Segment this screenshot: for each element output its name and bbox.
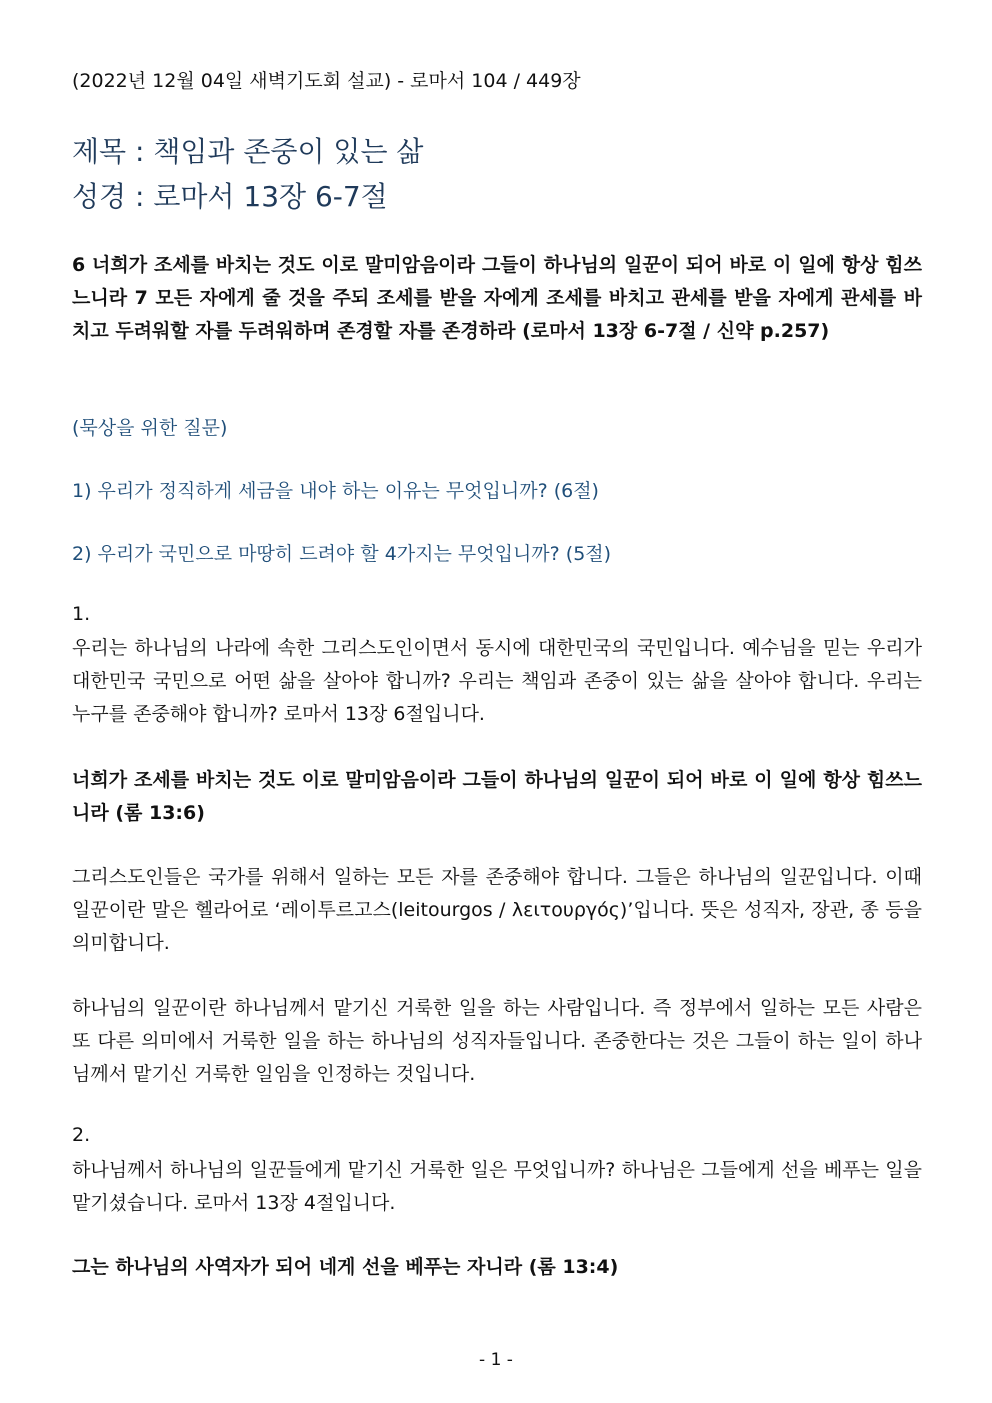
section-2-verse: 그는 하나님의 사역자가 되어 네게 선을 베푸는 자니라 (롬 13:4): [72, 1256, 619, 1278]
page-number: - 1 -: [479, 1350, 513, 1370]
meditation-question-2: 2) 우리가 국민으로 마땅히 드려야 할 4가지는 무엇입니까? (5절): [72, 543, 612, 565]
section-1-paragraph-2: 그리스도인들은 국가를 위해서 일하는 모든 자를 존중해야 합니다. 그들은 하나님의 일꾼입니다. 이때 일꾼이란 말은 헬라어로 ‘레이투르고스(leitourgos / λειτουργός)’입니다. 뜻은 성직자, 장관, 종 등을 의미합니다.: [72, 866, 922, 954]
section-2-paragraph-1: 하나님께서 하나님의 일꾼들에게 맡기신 거룩한 일은 무엇입니까? 하나님은 그들에게 선을 베푸는 일을 맡기셨습니다. 로마서 13장 4절입니다.: [72, 1159, 922, 1214]
section-1-paragraph-1: 우리는 하나님의 나라에 속한 그리스도인이면서 동시에 대한민국의 국민입니다. 예수님을 믿는 우리가 대한민국 국민으로 어떤 삶을 살아야 합니까? 우리는 책임과 존중이 있는 삶을 살아야 합니다. 우리는 누구를 존중해야 합니까? 로마서 13장 6절입니다.: [72, 637, 922, 725]
scripture-reference: 성경 : 로마서 13장 6-7절: [72, 180, 388, 213]
section-1-number: 1.: [72, 603, 91, 625]
sermon-header: (2022년 12월 04일 새벽기도회 설교) - 로마서 104 / 449장: [72, 70, 581, 92]
section-1-verse: 너희가 조세를 바치는 것도 이로 말미암음이라 그들이 하나님의 일꾼이 되어 바로 이 일에 항상 힘쓰느니라 (롬 13:6): [72, 769, 922, 824]
section-2-number: 2.: [72, 1124, 91, 1146]
meditation-question-1: 1) 우리가 정직하게 세금을 내야 하는 이유는 무엇입니까? (6절): [72, 480, 599, 502]
sermon-title: 제목 : 책임과 존중이 있는 삶: [72, 135, 424, 168]
meditation-heading: (묵상을 위한 질문): [72, 417, 228, 439]
section-1-paragraph-3: 하나님의 일꾼이란 하나님께서 맡기신 거룩한 일을 하는 사람입니다. 즉 정부에서 일하는 모든 사람은 또 다른 의미에서 거룩한 일을 하는 하나님의 성직자들입니다. 존중한다는 것은 그들이 하는 일이 하나님께서 맡기신 거룩한 일임을 인정하는 것입니다.: [72, 997, 922, 1085]
scripture-text: 6 너희가 조세를 바치는 것도 이로 말미암음이라 그들이 하나님의 일꾼이 되어 바로 이 일에 항상 힘쓰느니라 7 모든 자에게 줄 것을 주되 조세를 받을 자에게 조세를 바치고 관세를 받을 자에게 관세를 바치고 두려워할 자를 두려워하며 존경할 자를 존경하라 (로마서 13장 6-7절 / 신약 p.257): [72, 254, 922, 342]
